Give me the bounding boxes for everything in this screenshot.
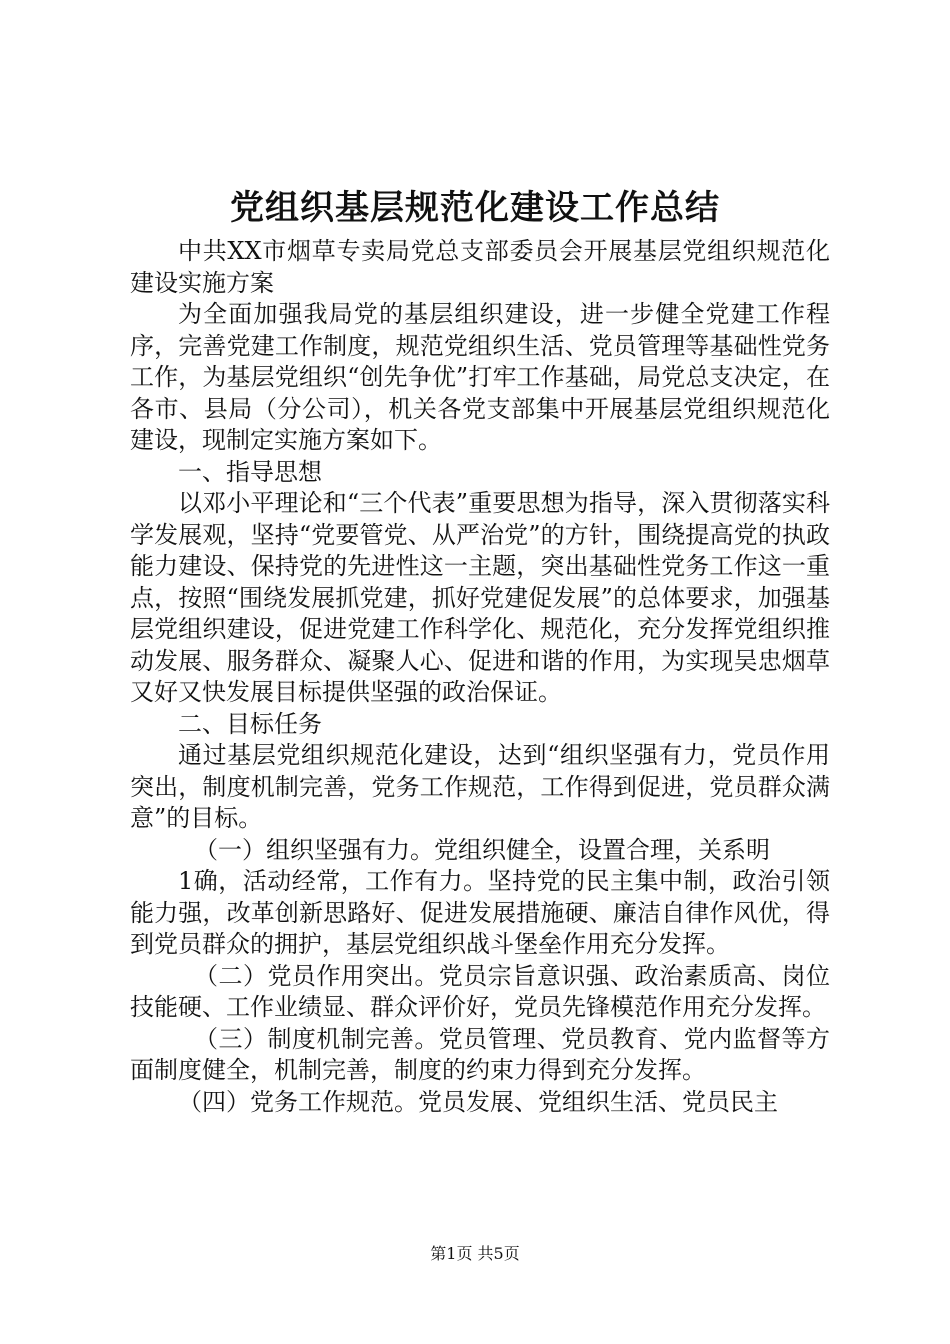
paragraph-goal-2: （二）党员作用突出。党员宗旨意识强、政治素质高、岗位技能硬、工作业绩显、群众评价好，党员先锋模范作用充分发挥。	[130, 961, 830, 1021]
paragraph-goal-4: （四）党务工作规范。党员发展、党组织生活、党员民主	[178, 1087, 778, 1116]
document-title: 党组织基层规范化建设工作总结	[230, 188, 720, 228]
paragraph-goals: 通过基层党组织规范化建设，达到“组织坚强有力，党员作用突出，制度机制完善，党务工作规范，工作得到促进，党员群众满意”的目标。	[130, 741, 830, 832]
section-heading-goals: 二、目标任务	[178, 709, 322, 738]
document-body	[130, 236, 830, 1118]
paragraph-guiding-thought: 以邓小平理论和“三个代表”重要思想为指导，深入贯彻落实科学发展观，坚持“党要管党、从严治党”的方针，围绕提高党的执政能力建设、保持党的先进性这一主题，突出基础性党务工作这一重点，按照“围绕发展抓党建，抓好党建促发展”的总体要求，加强基层党组织建设，促进党建工作科学化、规范化，充分发挥党组织推动发展、服务群众、凝聚人心、促进和谐的作用，为实现吴忠烟草又好又快发展目标提供坚强的政治保证。	[130, 489, 830, 706]
paragraph-goal-3: （三）制度机制完善。党员管理、党员教育、党内监督等方面制度健全，机制完善，制度的约束力得到充分发挥。	[130, 1024, 830, 1084]
paragraph-plan-heading: 中共XX市烟草专卖局党总支部委员会开展基层党组织规范化建设实施方案	[130, 237, 830, 297]
page-number-footer: 第1页 共5页	[430, 1244, 520, 1263]
paragraph-intro: 为全面加强我局党的基层组织建设，进一步健全党建工作程序，完善党建工作制度，规范党组织生活、党员管理等基础性党务工作，为基层党组织“创先争优”打牢工作基础，局党总支决定，在各市、县局（分公司），机关各党支部集中开展基层党组织规范化建设，现制定实施方案如下。	[130, 300, 830, 454]
section-heading-guiding-thought: 一、指导思想	[178, 457, 322, 486]
paragraph-goal-1: 1确，活动经常，工作有力。坚持党的民主集中制，政治引领能力强，改革创新思路好、促进发展措施硬、廉洁自律作风优，得到党员群众的拥护，基层党组织战斗堡垒作用充分发挥。	[130, 867, 830, 958]
paragraph-goal-1-heading: （一）组织坚强有力。党组织健全，设置合理，关系明	[194, 835, 770, 864]
